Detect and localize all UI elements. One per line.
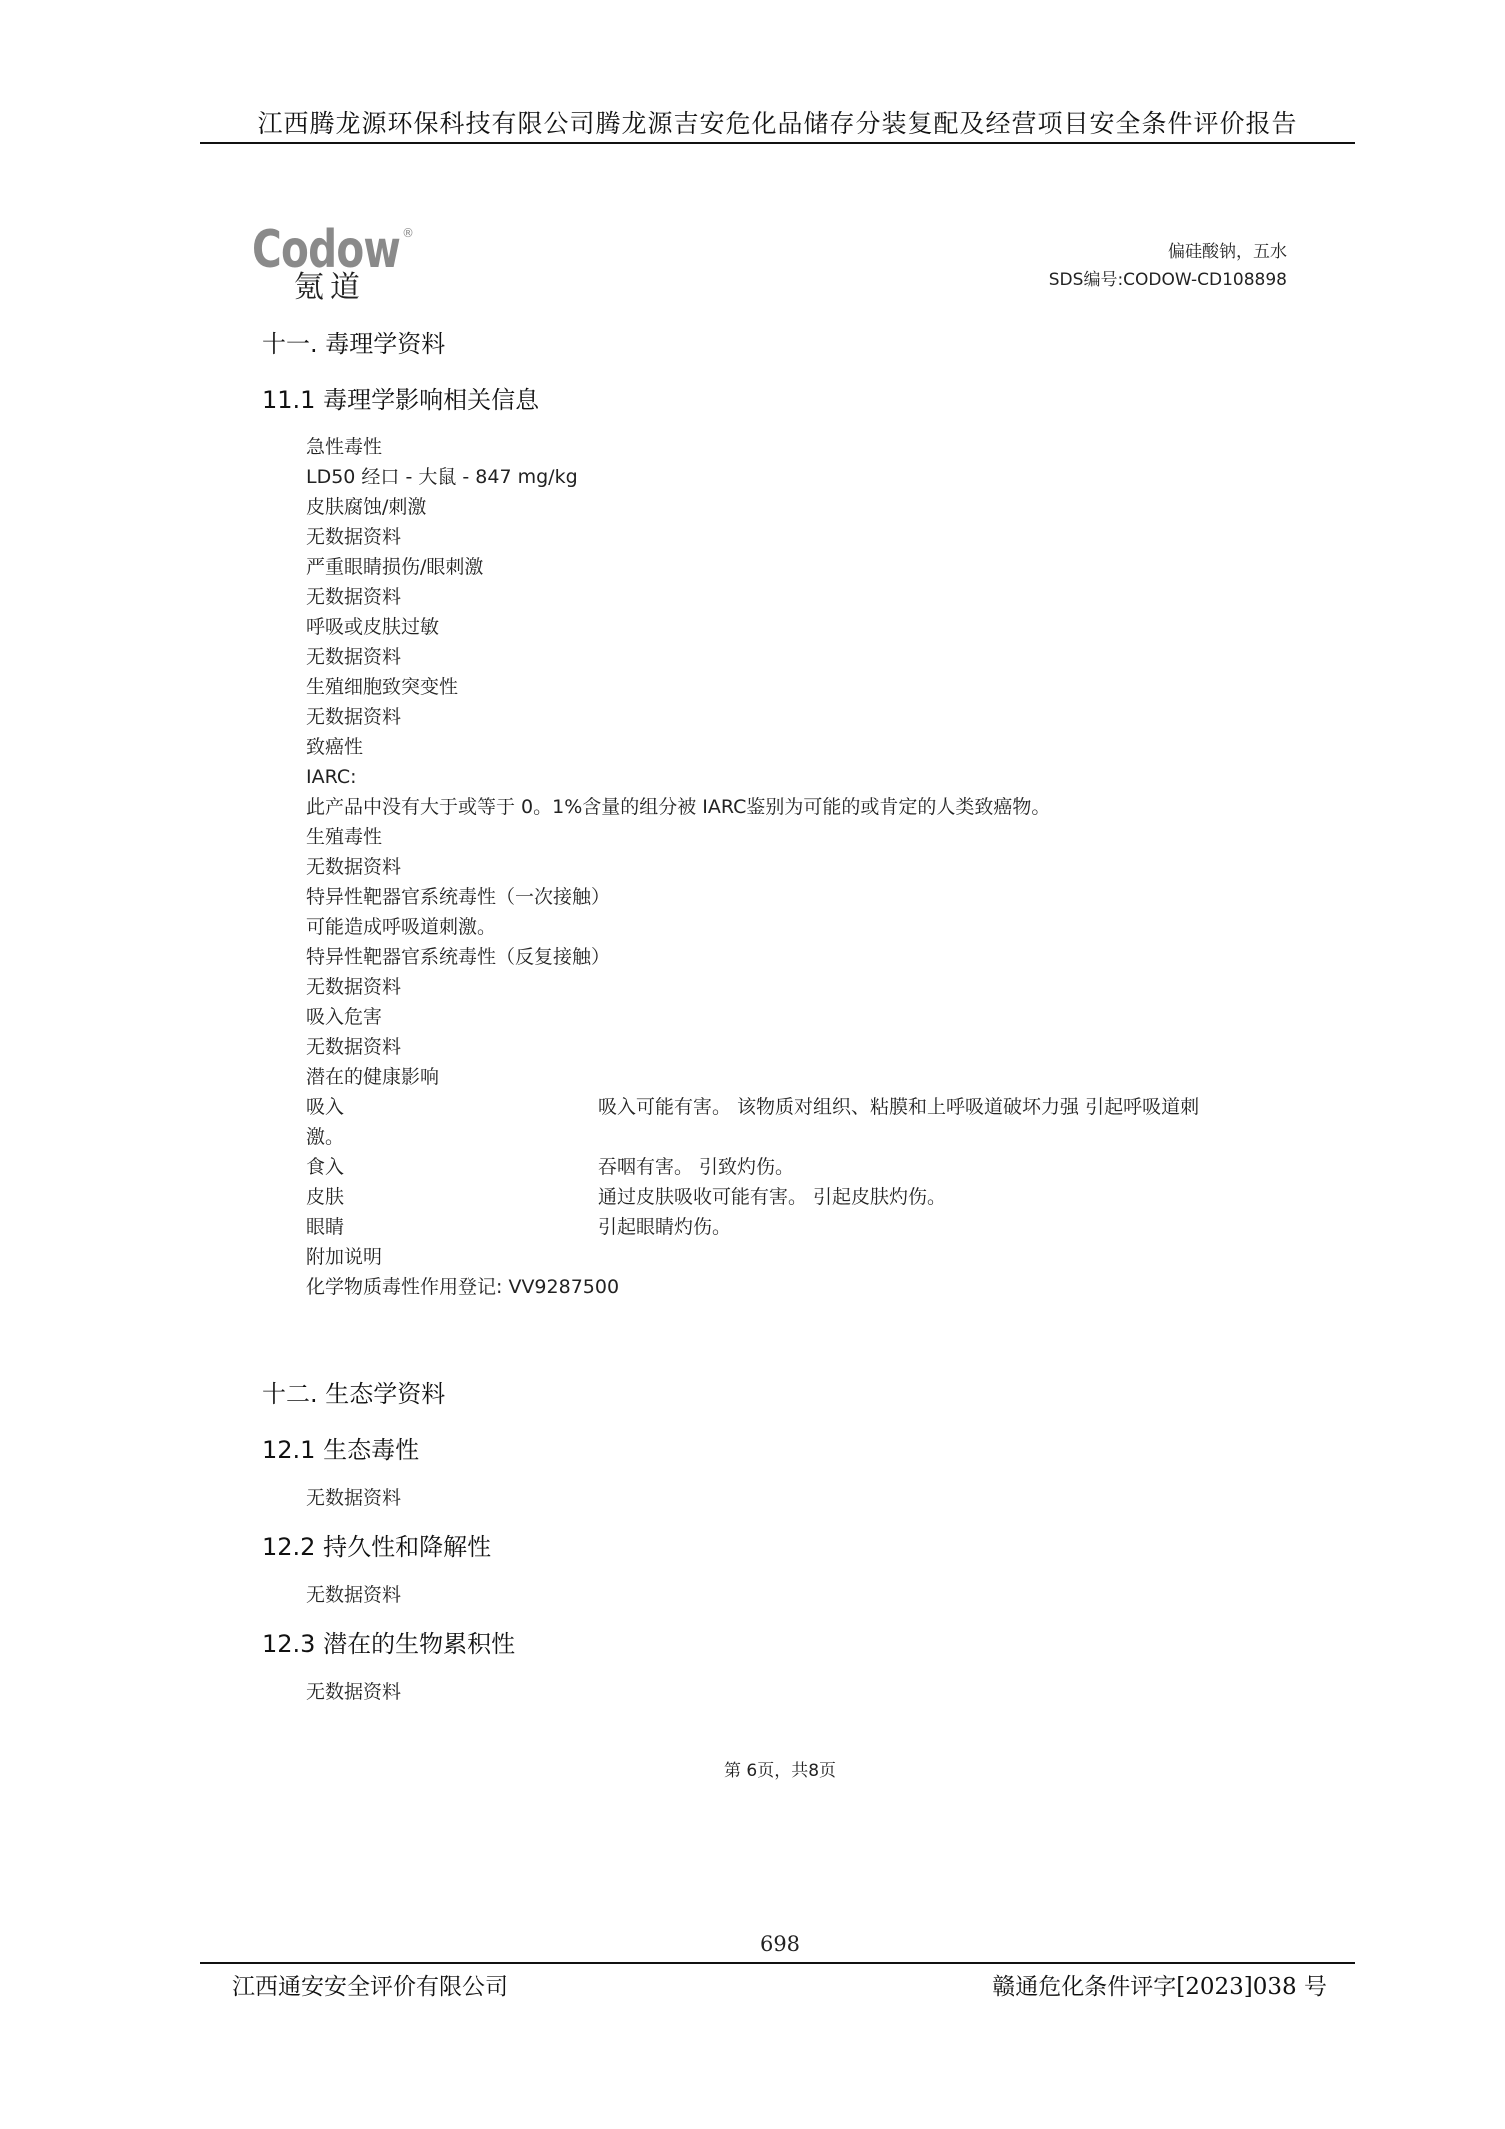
section-12-1-title: 12.1 生态毒性 xyxy=(262,1436,420,1464)
text-line: LD50 经口 - 大鼠 - 847 mg/kg xyxy=(306,466,578,488)
health-effect-text: 引起眼睛灼伤。 xyxy=(598,1216,732,1238)
health-effect-route: 皮肤 xyxy=(306,1186,345,1208)
footer-company: 江西通安安全评价有限公司 xyxy=(232,1974,508,2000)
health-effect-route: 吸入 xyxy=(306,1096,345,1118)
page-number: 698 xyxy=(759,1932,801,1956)
text-line: 无数据资料 xyxy=(306,1036,402,1058)
text-line: 附加说明 xyxy=(306,1246,383,1268)
report-header-title: 江西腾龙源环保科技有限公司腾龙源吉安危化品储存分装复配及经营项目安全条件评价报告 xyxy=(257,109,1298,138)
health-effect-route: 眼睛 xyxy=(306,1216,345,1238)
health-effect-row xyxy=(306,1152,1306,1182)
registered-mark: ® xyxy=(402,226,414,240)
text-line: IARC: xyxy=(306,766,357,788)
section-12-3-title: 12.3 潜在的生物累积性 xyxy=(262,1630,516,1658)
product-info xyxy=(1049,238,1287,294)
text-line: 严重眼睛损伤/眼刺激 xyxy=(306,556,484,578)
text-line: 特异性靶器官系统毒性（反复接触） xyxy=(306,946,611,968)
section-12-3-text: 无数据资料 xyxy=(306,1681,402,1703)
text-line: 致癌性 xyxy=(306,736,364,758)
text-line: 化学物质毒性作用登记: VV9287500 xyxy=(306,1276,620,1298)
text-line: 无数据资料 xyxy=(306,646,402,668)
health-effect-route: 食入 xyxy=(306,1156,345,1178)
text-line: 可能造成呼吸道刺激。 xyxy=(306,916,497,938)
text-line: 无数据资料 xyxy=(306,526,402,548)
footer-report-code: 赣通危化条件评字[2023]038 号 xyxy=(992,1974,1327,2000)
health-effect-row xyxy=(306,1122,1306,1152)
sds-page-info: 第 6页，共8页 xyxy=(723,1761,837,1781)
health-effect-row xyxy=(306,1212,1306,1242)
logo-chinese: 氪道 xyxy=(294,270,366,305)
section-11-1-title: 11.1 毒理学影响相关信息 xyxy=(262,386,540,414)
sds-number: SDS编号:CODOW-CD108898 xyxy=(1048,270,1287,290)
section-11-title: 十一. 毒理学资料 xyxy=(262,330,446,358)
text-line: 急性毒性 xyxy=(306,436,383,458)
text-line: 特异性靶器官系统毒性（一次接触） xyxy=(306,886,611,908)
footer-rule xyxy=(200,1962,1355,1964)
health-effect-text: 通过皮肤吸收可能有害。 引起皮肤灼伤。 xyxy=(598,1186,947,1208)
text-line: 此产品中没有大于或等于 0。1%含量的组分被 IARC鉴别为可能的或肯定的人类致癌物。 xyxy=(306,796,1051,818)
toxicology-content xyxy=(306,432,1306,1302)
health-effect-text: 吞咽有害。 引致灼伤。 xyxy=(598,1156,795,1178)
text-line: 无数据资料 xyxy=(306,706,402,728)
text-line: 生殖毒性 xyxy=(306,826,383,848)
text-line: 无数据资料 xyxy=(306,856,402,878)
text-line: 皮肤腐蚀/刺激 xyxy=(306,496,427,518)
section-12-2-text: 无数据资料 xyxy=(306,1584,402,1606)
product-name: 偏硅酸钠，五水 xyxy=(1168,242,1287,262)
health-effect-row xyxy=(306,1182,1306,1212)
codow-logo xyxy=(252,220,432,305)
text-line: 呼吸或皮肤过敏 xyxy=(306,616,440,638)
section-12-1-text: 无数据资料 xyxy=(306,1487,402,1509)
health-effect-text: 吸入可能有害。 该物质对组织、粘膜和上呼吸道破坏力强 引起呼吸道刺 xyxy=(598,1096,1200,1118)
header-rule xyxy=(200,142,1355,144)
text-line: 无数据资料 xyxy=(306,976,402,998)
text-line: 无数据资料 xyxy=(306,586,402,608)
section-12-2-title: 12.2 持久性和降解性 xyxy=(262,1533,492,1561)
logo-wordmark: Codow xyxy=(252,220,401,280)
text-line: 生殖细胞致突变性 xyxy=(306,676,459,698)
section-12-title: 十二. 生态学资料 xyxy=(262,1380,446,1408)
health-effect-route: 激。 xyxy=(306,1126,345,1148)
health-effect-row xyxy=(306,1092,1306,1122)
text-line: 吸入危害 xyxy=(306,1006,383,1028)
text-line: 潜在的健康影响 xyxy=(306,1066,440,1088)
